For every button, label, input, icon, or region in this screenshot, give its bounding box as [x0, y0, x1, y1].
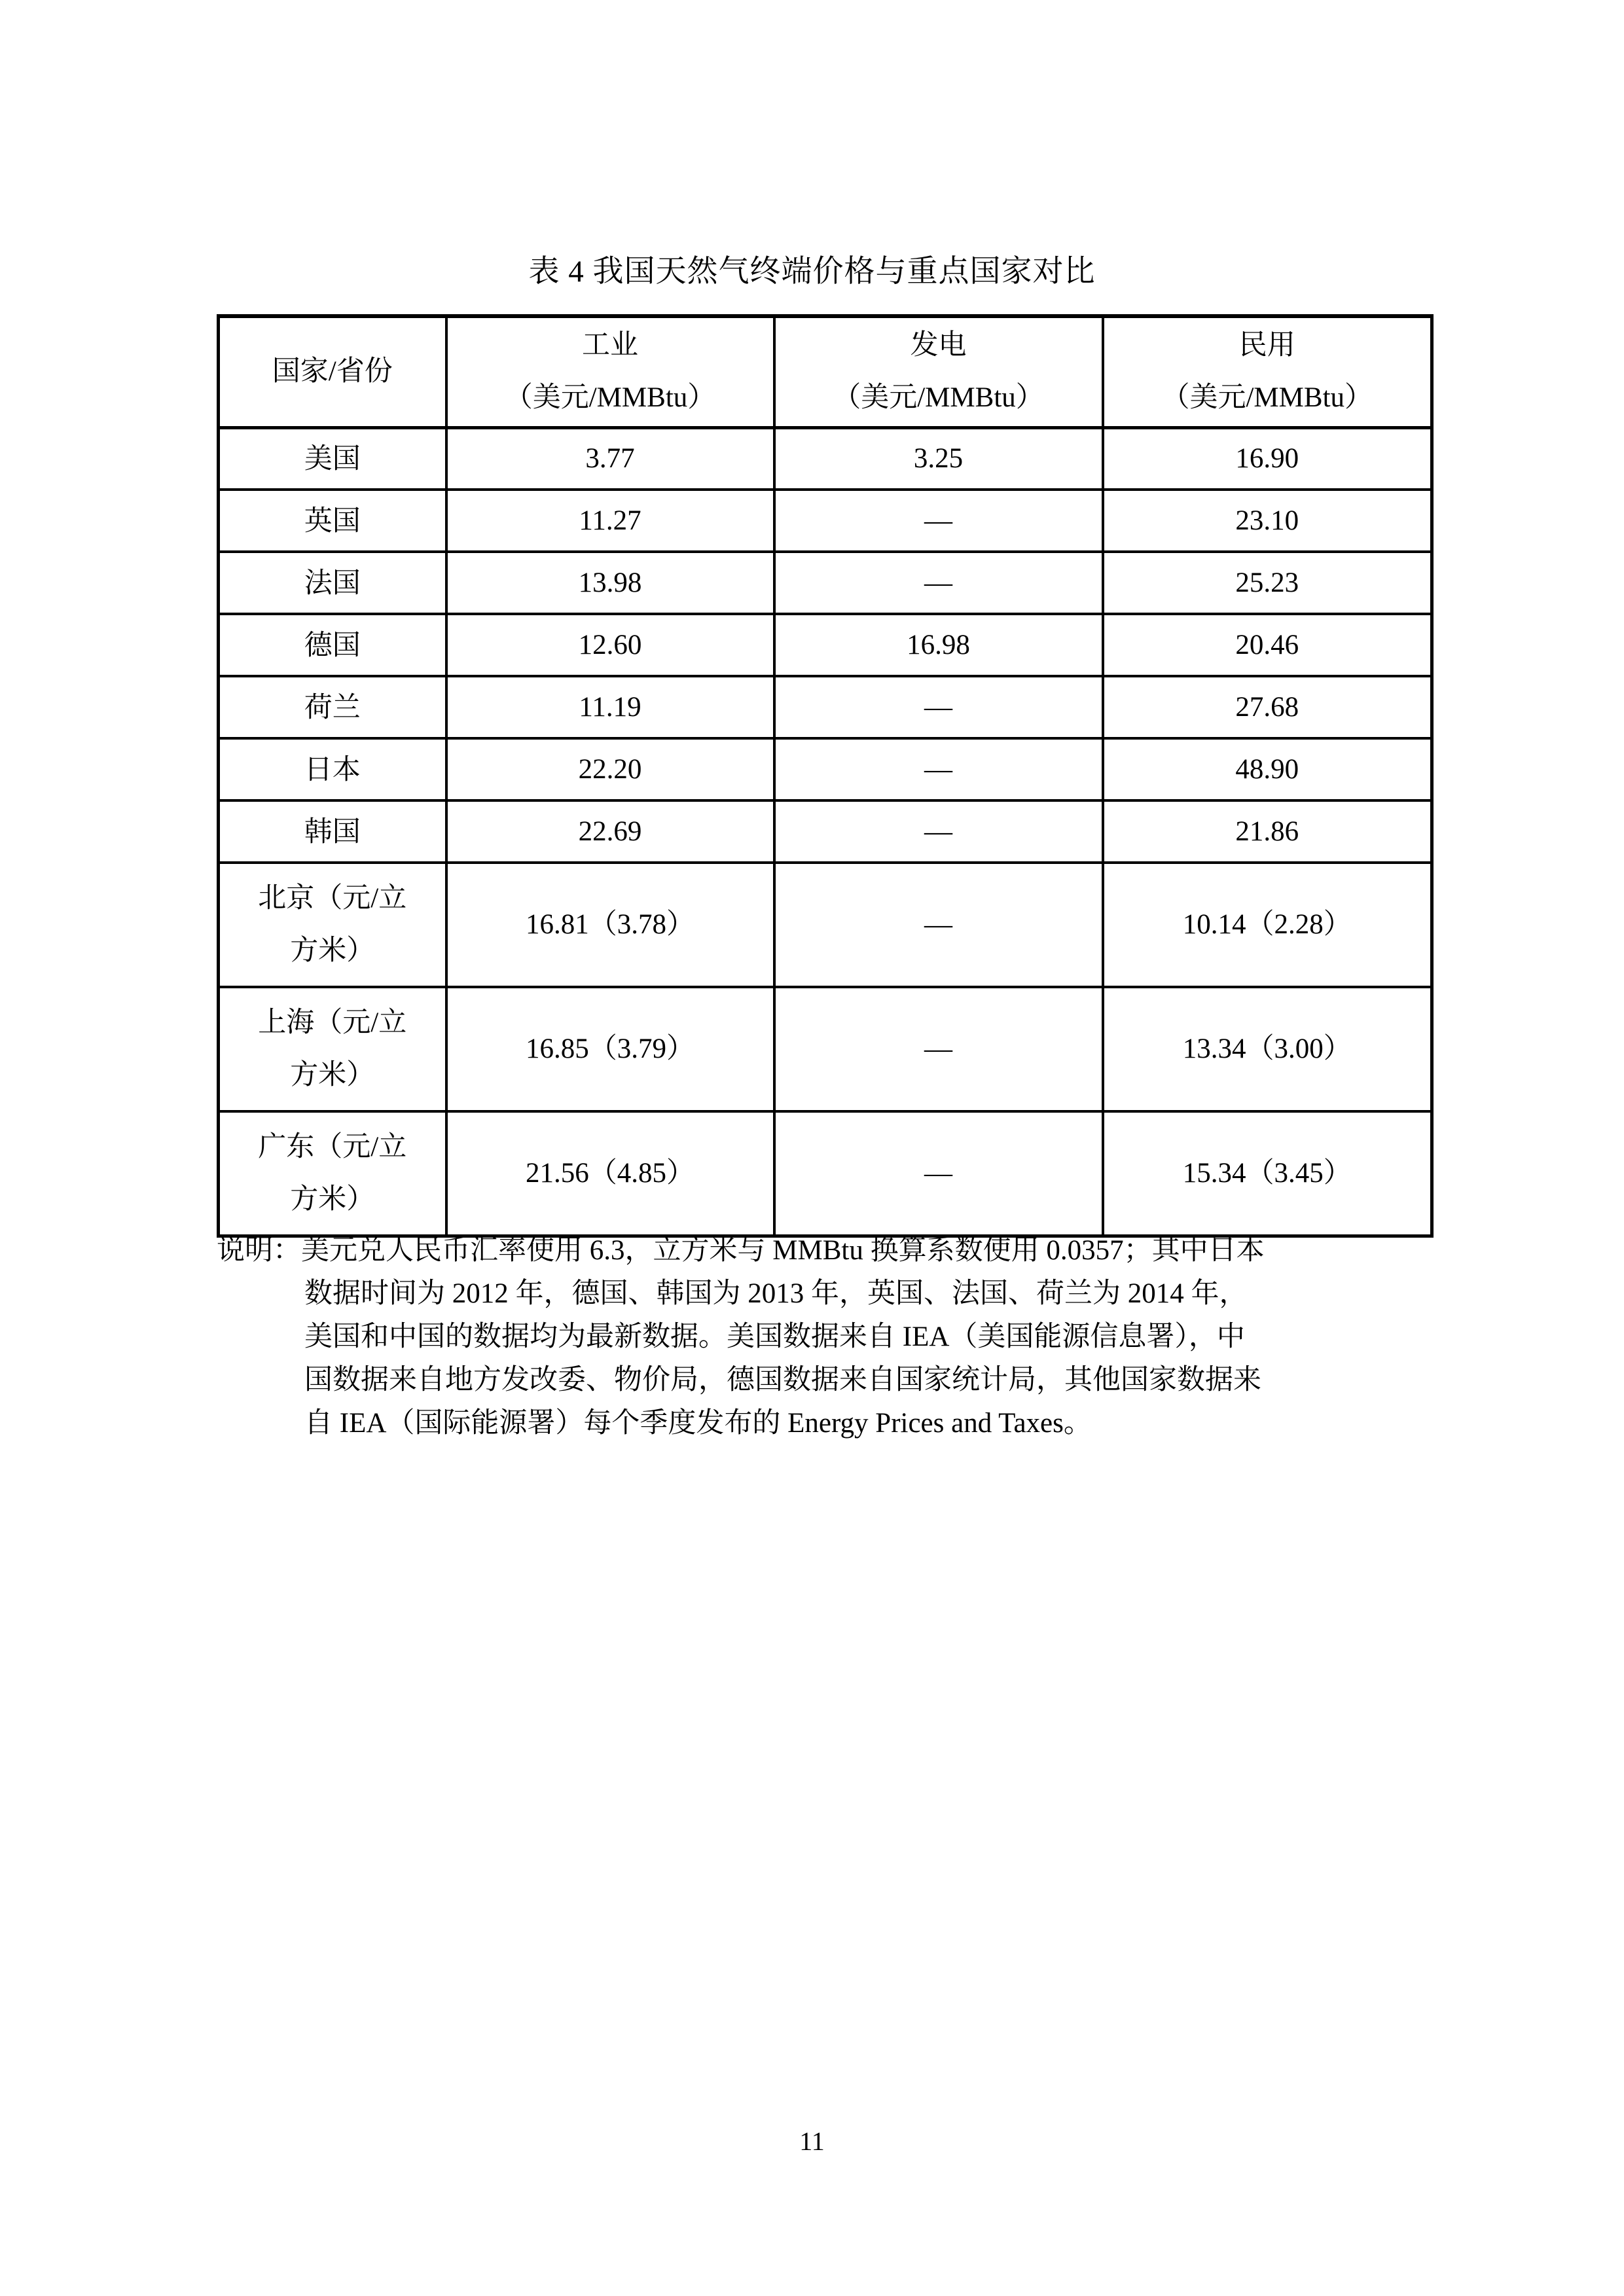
table-row-germany — [219, 614, 1432, 676]
note-line: 说明：美元兑人民币汇率使用 6.3，立方米与 MMBtu 换算系数使用 0.0357；其中日本 — [217, 1235, 1265, 1266]
industrial-value: 11.27 — [446, 490, 774, 552]
residential-value: 23.10 — [1103, 490, 1432, 552]
table-row-netherlands — [219, 676, 1432, 738]
table-row-beijing — [219, 863, 1432, 987]
power-value: — — [774, 552, 1103, 614]
header-row — [219, 316, 1432, 427]
residential-value: 25.23 — [1103, 552, 1432, 614]
row-label: 北京（元/立方米） — [219, 863, 446, 987]
power-value: — — [774, 676, 1103, 738]
note-line: 数据时间为 2012 年，德国、韩国为 2013 年，英国、法国、荷兰为 2014 年， — [304, 1278, 1248, 1309]
gas-price-comparison-table — [217, 314, 1434, 1238]
power-value: — — [774, 738, 1103, 800]
industrial-value: 22.69 — [446, 800, 774, 863]
col-header-industrial-title: 工业 — [582, 330, 638, 361]
industrial-value: 16.85（3.79） — [446, 987, 774, 1111]
power-value: — — [774, 863, 1103, 987]
residential-value: 10.14（2.28） — [1103, 863, 1432, 987]
industrial-value: 21.56（4.85） — [446, 1111, 774, 1236]
residential-value: 27.68 — [1103, 676, 1432, 738]
row-label: 韩国 — [219, 800, 446, 863]
row-label: 英国 — [219, 490, 446, 552]
col-header-power-title: 发电 — [910, 330, 967, 361]
col-header-power-unit: （美元/MMBtu） — [833, 382, 1044, 414]
table-row-france — [219, 552, 1432, 614]
residential-value: 21.86 — [1103, 800, 1432, 863]
page-number: 11 — [799, 2126, 825, 2156]
note-line: 美国和中国的数据均为最新数据。美国数据来自 IEA（美国能源信息署），中 — [304, 1321, 1245, 1352]
table-row-uk — [219, 490, 1432, 552]
industrial-value: 11.19 — [446, 676, 774, 738]
industrial-value: 13.98 — [446, 552, 774, 614]
row-label: 日本 — [219, 738, 446, 800]
power-value: 3.25 — [774, 427, 1103, 490]
note-line: 国数据来自地方发改委、物价局，德国数据来自国家统计局，其他国家数据来 — [304, 1365, 1261, 1395]
table-row-korea — [219, 800, 1432, 863]
power-value: — — [774, 1111, 1103, 1236]
table-row-usa — [219, 427, 1432, 490]
row-label: 上海（元/立方米） — [219, 987, 446, 1111]
col-header-residential-unit: （美元/MMBtu） — [1161, 382, 1373, 414]
residential-value: 13.34（3.00） — [1103, 987, 1432, 1111]
table-row-japan — [219, 738, 1432, 800]
power-value: — — [774, 987, 1103, 1111]
residential-value: 16.90 — [1103, 427, 1432, 490]
table-row-guangdong — [219, 1111, 1432, 1236]
industrial-value: 3.77 — [446, 427, 774, 490]
row-label: 广东（元/立方米） — [219, 1111, 446, 1236]
col-header-power — [774, 316, 1103, 427]
row-label: 德国 — [219, 614, 446, 676]
residential-value: 15.34（3.45） — [1103, 1111, 1432, 1236]
residential-value: 20.46 — [1103, 614, 1432, 676]
power-value: 16.98 — [774, 614, 1103, 676]
row-label: 荷兰 — [219, 676, 446, 738]
col-header-industrial-unit: （美元/MMBtu） — [504, 382, 716, 414]
table-note — [217, 1229, 1447, 1445]
note-line: 自 IEA（国际能源署）每个季度发布的 Energy Prices and Taxes。 — [304, 1408, 1092, 1439]
col-header-region: 国家/省份 — [219, 316, 446, 427]
industrial-value: 12.60 — [446, 614, 774, 676]
table-row-shanghai — [219, 987, 1432, 1111]
row-label: 法国 — [219, 552, 446, 614]
residential-value: 48.90 — [1103, 738, 1432, 800]
industrial-value: 22.20 — [446, 738, 774, 800]
industrial-value: 16.81（3.78） — [446, 863, 774, 987]
power-value: — — [774, 800, 1103, 863]
col-header-residential — [1103, 316, 1432, 427]
row-label: 美国 — [219, 427, 446, 490]
table-title: 表 4 我国天然气终端价格与重点国家对比 — [528, 255, 1096, 289]
col-header-residential-title: 民用 — [1238, 330, 1295, 361]
col-header-industrial — [446, 316, 774, 427]
power-value: — — [774, 490, 1103, 552]
